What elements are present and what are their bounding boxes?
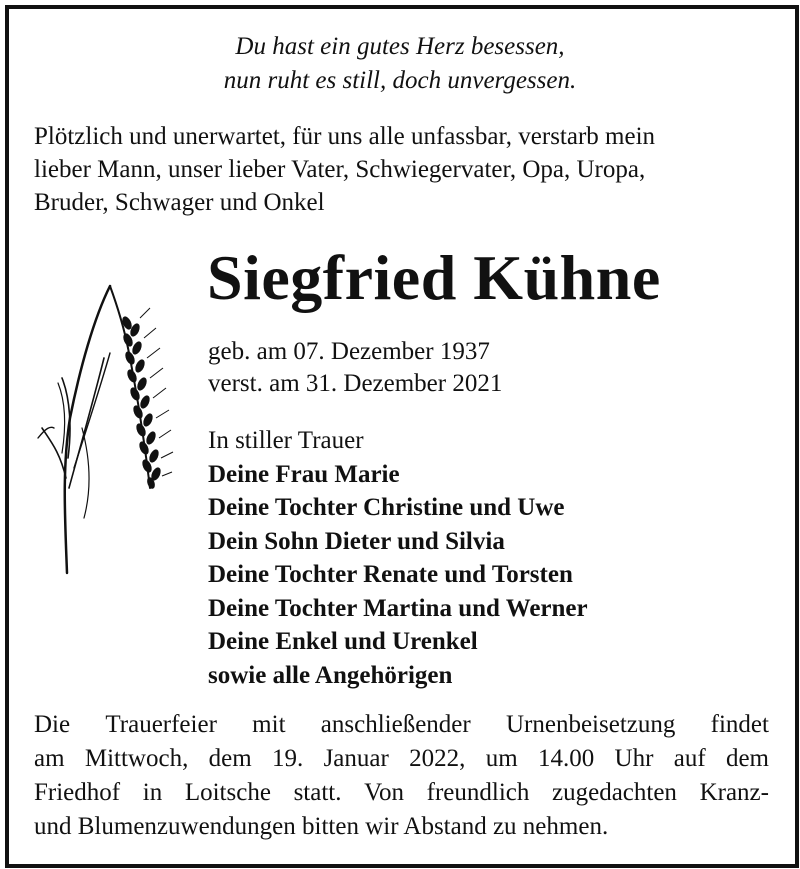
funeral-word: mit (252, 711, 286, 738)
funeral-word: auf (673, 745, 706, 772)
funeral-word: 2022, (409, 745, 466, 772)
deceased-name: Siegfried Kühne (207, 242, 661, 313)
funeral-line: und Blumenzuwendungen bitten wir Abstand zu nehmen. (34, 813, 609, 840)
death-date: verst. am 31. Dezember 2021 (208, 370, 503, 397)
funeral-word: freundlich (426, 779, 530, 806)
intro-line: Bruder, Schwager und Onkel (34, 189, 325, 216)
funeral-line (34, 708, 769, 742)
funeral-word: statt. (293, 779, 342, 806)
mourner-line: Deine Frau Marie (208, 460, 400, 488)
funeral-line (34, 742, 769, 776)
intro-text (34, 120, 769, 219)
funeral-info (34, 708, 769, 844)
mourner-line: Deine Enkel und Urenkel (208, 628, 478, 655)
life-dates (208, 336, 502, 400)
motto-line: nun ruht es still, doch unvergessen. (223, 67, 577, 94)
funeral-word: dem (208, 745, 252, 772)
funeral-word: Friedhof (34, 779, 121, 806)
funeral-word: Uhr (614, 745, 654, 772)
intro-line: Plötzlich und unerwartet, für uns alle unfassbar, verstarb mein (34, 123, 656, 150)
funeral-word: Loitsche (184, 779, 271, 806)
motto (0, 30, 800, 98)
wheat-ear-icon (32, 278, 182, 578)
mourner-line: Deine Tochter Christine und Uwe (208, 494, 565, 521)
mourner-line: Deine Tochter Renate und Torsten (208, 561, 573, 588)
funeral-word: anschließender (320, 711, 471, 738)
funeral-word: Urnenbeisetzung (505, 711, 676, 738)
funeral-word: um (485, 745, 518, 772)
funeral-word: 14.00 (537, 745, 595, 772)
funeral-line (34, 776, 769, 810)
funeral-word: Mittwoch, (84, 745, 189, 772)
funeral-word: Die (34, 711, 71, 738)
funeral-word: Januar (323, 745, 389, 772)
funeral-word: findet (710, 711, 769, 738)
funeral-word: zugedachten (552, 779, 677, 806)
funeral-word: Trauerfeier (105, 711, 217, 738)
mourning-lead: In stiller Trauer (208, 427, 364, 454)
mourner-line: Deine Tochter Martina und Werner (208, 594, 588, 622)
funeral-word: in (142, 779, 163, 806)
funeral-word: dem (725, 745, 769, 772)
funeral-word: am (34, 745, 65, 772)
mourners (208, 424, 588, 692)
mourner-line: sowie alle Angehörigen (208, 661, 453, 689)
birth-date: geb. am 07. Dezember 1937 (208, 338, 490, 365)
funeral-word: Von (364, 779, 404, 806)
intro-line: lieber Mann, unser lieber Vater, Schwiegervater, Opa, Uropa, (34, 156, 646, 183)
mourner-line: Dein Sohn Dieter und Silvia (208, 527, 505, 555)
funeral-word: Kranz- (699, 779, 769, 806)
funeral-word: 19. (272, 745, 304, 772)
motto-line: Du hast ein gutes Herz besessen, (235, 33, 565, 60)
